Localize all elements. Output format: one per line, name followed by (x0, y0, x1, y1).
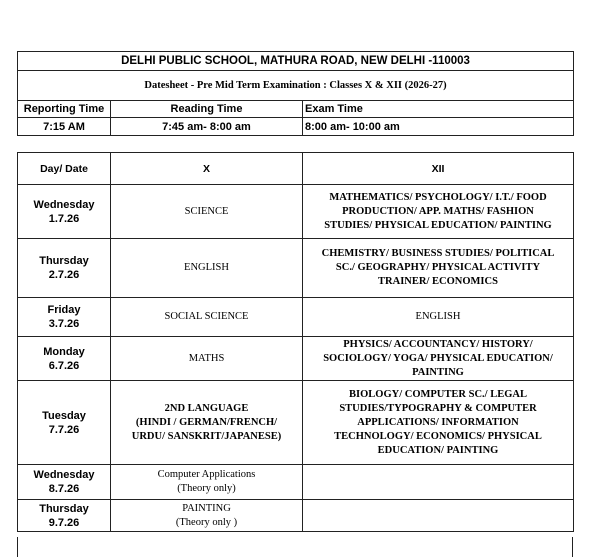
day-date-cell (18, 500, 111, 532)
table-border-right (572, 537, 573, 557)
class-xii-subject (303, 239, 574, 298)
exam-date: 6.7.26 (48, 359, 80, 372)
column-header-x: X (111, 153, 303, 185)
subject-line: TRAINER/ ECONOMICS (378, 276, 498, 287)
day-name: Wednesday (33, 469, 95, 481)
subject-line: (HINDI / GERMAN/FRENCH/ (135, 416, 278, 428)
class-xii-subject-empty (303, 500, 574, 532)
subject-line: PAINTING (412, 366, 464, 378)
day-name: Monday (43, 345, 85, 358)
datesheet-title: Datesheet - Pre Mid Term Examination : Classes X & XII (2026-27) (18, 71, 574, 101)
table-border-left (17, 537, 18, 557)
exam-date: 8.7.26 (48, 483, 80, 495)
day-date-cell (18, 381, 111, 465)
column-header-xii: XII (303, 153, 574, 185)
reading-time-value: 7:45 am- 8:00 am (111, 118, 303, 136)
reporting-time-value: 7:15 AM (18, 118, 111, 136)
subject-line: SCIENCE (184, 205, 229, 217)
day-date-cell (18, 239, 111, 298)
class-x-subject (111, 500, 303, 532)
subject-line: (Theory only ) (175, 516, 238, 528)
exam-date: 9.7.26 (48, 516, 80, 529)
subject-line: PAINTING (182, 502, 231, 514)
table-row (18, 185, 574, 239)
subject-line: CHEMISTRY/ BUSINESS STUDIES/ POLITICAL (321, 248, 555, 259)
subject-line: TECHNOLOGY/ ECONOMICS/ PHYSICAL (334, 430, 542, 442)
class-xii-subject-empty (303, 465, 574, 500)
subject-line: SC./ GEOGRAPHY/ PHYSICAL ACTIVITY (335, 262, 541, 273)
class-x-subject (111, 465, 303, 500)
day-name: Thursday (39, 502, 89, 515)
subject-line: STUDIES/ PHYSICAL EDUCATION/ PAINTING (324, 219, 552, 231)
subject-line: PRODUCTION/ APP. MATHS/ FASHION (342, 205, 534, 217)
day-date-cell (18, 337, 111, 381)
exam-time-value: 8:00 am- 10:00 am (303, 118, 574, 136)
day-name: Friday (47, 304, 81, 316)
subject-line: URDU/ SANSKRIT/JAPANESE) (131, 430, 282, 442)
class-xii-subject (303, 381, 574, 465)
subject-line: 2ND LANGUAGE (164, 402, 249, 414)
reporting-time-label: Reporting Time (18, 101, 111, 118)
subject-line: APPLICATIONS/ INFORMATION (357, 416, 519, 428)
header-table (17, 51, 574, 136)
subject-line: SOCIAL SCIENCE (164, 311, 249, 322)
table-row (18, 465, 574, 500)
day-name: Thursday (39, 255, 89, 267)
class-x-subject (111, 239, 303, 298)
reading-time-label: Reading Time (111, 101, 303, 118)
subject-line: ENGLISH (184, 262, 229, 273)
subject-line: SOCIOLOGY/ YOGA/ PHYSICAL EDUCATION/ (323, 352, 553, 364)
exam-date: 3.7.26 (48, 318, 80, 330)
day-date-cell (18, 298, 111, 337)
subject-line: MATHS (188, 352, 225, 364)
subject-line: Computer Applications (157, 469, 256, 480)
table-row (18, 298, 574, 337)
day-name: Wednesday (33, 198, 95, 211)
class-x-subject (111, 337, 303, 381)
exam-date: 2.7.26 (48, 269, 80, 281)
subject-line: PHYSICS/ ACCOUNTANCY/ HISTORY/ (343, 338, 533, 350)
table-row (18, 337, 574, 381)
class-xii-subject (303, 337, 574, 381)
subject-line: EDUCATION/ PAINTING (377, 444, 499, 456)
subject-line: MATHEMATICS/ PSYCHOLOGY/ I.T./ FOOD (329, 191, 547, 203)
schedule-table (17, 152, 574, 532)
subject-line: (Theory only) (177, 483, 236, 494)
class-x-subject (111, 185, 303, 239)
day-name: Tuesday (42, 409, 86, 422)
table-row (18, 381, 574, 465)
class-xii-subject (303, 185, 574, 239)
subject-line: BIOLOGY/ COMPUTER SC./ LEGAL (349, 388, 527, 400)
table-row (18, 239, 574, 298)
exam-date: 1.7.26 (48, 212, 80, 225)
exam-date: 7.7.26 (48, 423, 80, 436)
day-date-cell (18, 185, 111, 239)
table-row (18, 500, 574, 532)
school-name: DELHI PUBLIC SCHOOL, MATHURA ROAD, NEW DELHI -110003 (18, 52, 574, 71)
subject-line: STUDIES/TYPOGRAPHY & COMPUTER (339, 402, 537, 414)
column-header-day: Day/ Date (18, 153, 111, 185)
subject-line: ENGLISH (415, 311, 461, 322)
exam-time-label: Exam Time (303, 101, 574, 118)
class-x-subject (111, 381, 303, 465)
class-x-subject (111, 298, 303, 337)
class-xii-subject (303, 298, 574, 337)
day-date-cell (18, 465, 111, 500)
